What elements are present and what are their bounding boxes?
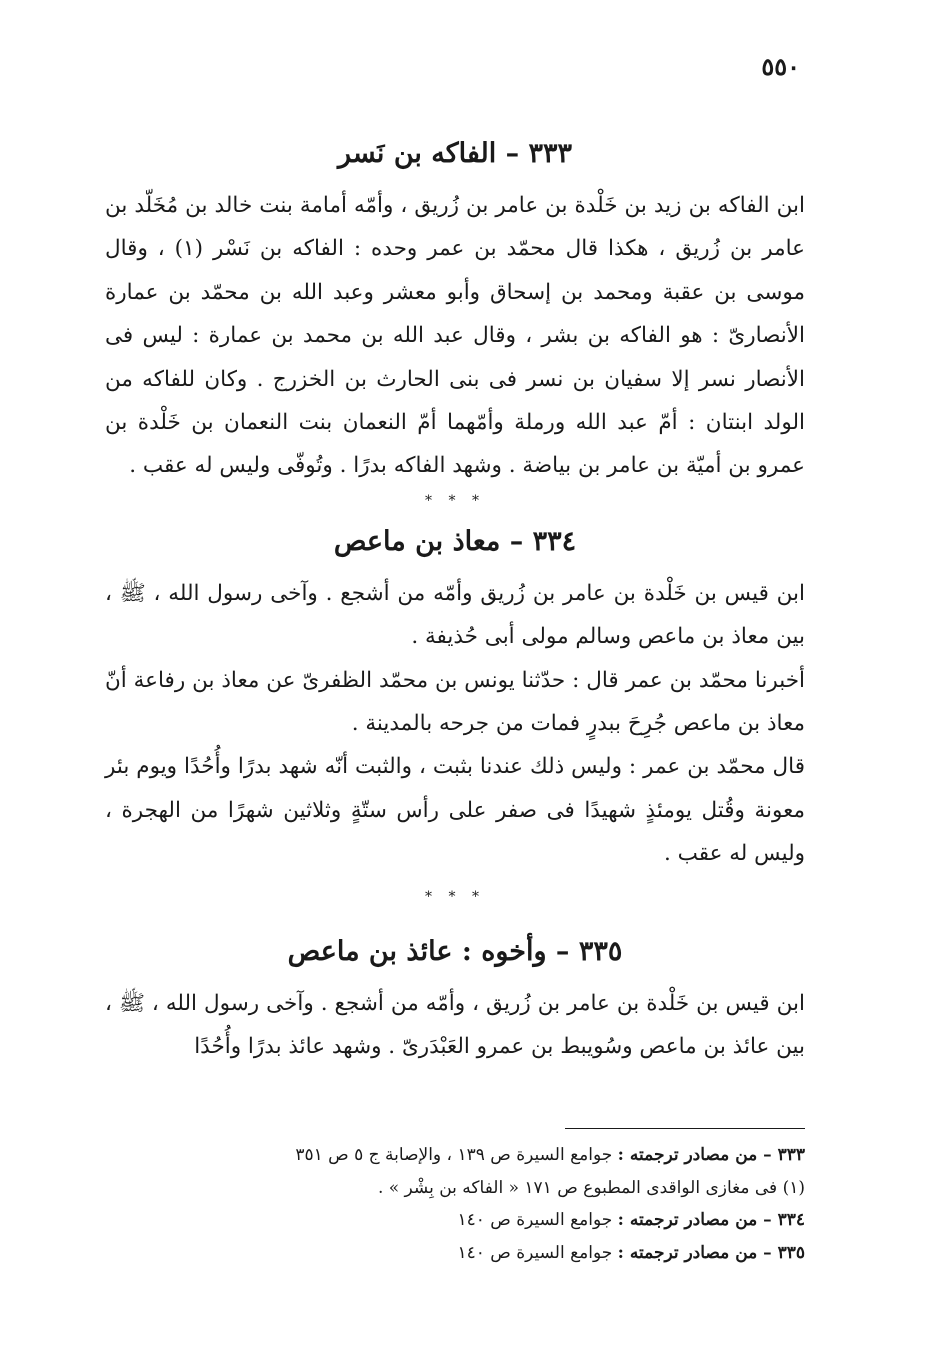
entry-paragraph: ابن قيس بن خَلْدة بن عامر بن زُريق وأمّه من أشجع . وآخى رسول الله ، ﷺ ، بين معاذ بن ماعص وسالم مولى أبى حُذيفة .: [105, 580, 805, 650]
entry-335: [105, 930, 805, 1069]
footnote-text: جوامع السيرة ص ١٤٠: [457, 1210, 618, 1230]
entry-paragraph: ابن الفاكه بن زيد بن خَلْدة بن عامر بن زُريق ، وأمّه أمامة بنت خالد بن مُخَلّد بن عامر بن زُريق ، هكذا قال محمّد بن عمر وحده : الفاكه بن نَسْر (١) ، وقال موسى بن عقبة ومحمد بن إسحاق وأبو معشر وعبد الله بن محمّد بن عمارة الأنصارىّ : هو الفاكه بن بشر ، وقال عبد الله بن محمد بن عمارة : ليس فى الأنصار نسر إلا سفيان بن نسر فى بنى الحارث بن الخزرج . وكان للفاكه من الولد ابنتان : أمّ عبد الله ورملة وأمّهما أمّ النعمان بنت النعمان بن خَلْدة بن عمرو بن أميّة بن عامر بن بياضة . وشهد الفاكه بدرًا . وتُوفّى وليس له عقب .: [105, 193, 805, 479]
entry-paragraph: أخبرنا محمّد بن عمر قال : حدّثنا يونس بن محمّد الظفرىّ عن معاذ بن رفاعة أنّ معاذ بن ماعص جُرِحَ ببدرٍ فمات من جرحه بالمدينة .: [105, 667, 805, 737]
footnote-divider: [565, 1128, 805, 1129]
footnote-text: جوامع السيرة ص ١٣٩ ، والإصابة ج ٥ ص ٣٥١: [295, 1145, 618, 1165]
footnote-label: ٣٣٥ – من مصادر ترجمته :: [617, 1242, 805, 1263]
footnote-text: جوامع السيرة ص ١٤٠: [457, 1242, 618, 1263]
entry-title: ٣٣٣ – الفاكه بن نَسر: [337, 138, 573, 169]
footnotes: [265, 1128, 805, 1269]
entry-333: [105, 132, 805, 488]
entry-paragraph: ابن قيس بن خَلْدة بن عامر بن زُريق ، وأمّه من أشجع . وآخى رسول الله ، ﷺ ، بين عائذ بن ماعص وسُويبط بن عمرو العَبْدَرىّ . وشهد عائذ بدرًا وأُحُدًا: [105, 990, 805, 1060]
footnote-text: (١) فى مغازى الواقدى المطبوع ص ١٧١ « الفاكه بن بِشْر » .: [377, 1177, 805, 1198]
entry-title: ٣٣٤ – معاذ بن ماعص: [333, 525, 577, 557]
footnote-label: ٣٣٣ – من مصادر ترجمته :: [617, 1145, 805, 1165]
page-number: ٥٥٠: [761, 52, 800, 81]
footnote-item: [265, 1172, 805, 1205]
entry-title: ٣٣٥ – وأخوه : عائذ بن ماعص: [287, 935, 623, 967]
section-separator: * * *: [425, 492, 485, 509]
footnote-item: [265, 1204, 805, 1237]
section-separator: * * *: [425, 888, 485, 905]
entry-334: [105, 520, 805, 876]
entry-paragraph: قال محمّد بن عمر : وليس ذلك عندنا بثبت ، والثبت أنّه شهد بدرًا وأُحُدًا ويوم بئر معونة وقُتل يومئذٍ شهيدًا فى صفر على رأس ستّةٍ وثلاثين شهرًا من الهجرة ، وليس له عقب .: [105, 754, 805, 867]
footnote-item: [265, 1139, 805, 1172]
footnote-item: [265, 1237, 805, 1270]
main-text: [105, 132, 805, 1069]
footnote-label: ٣٣٤ – من مصادر ترجمته :: [617, 1210, 805, 1230]
